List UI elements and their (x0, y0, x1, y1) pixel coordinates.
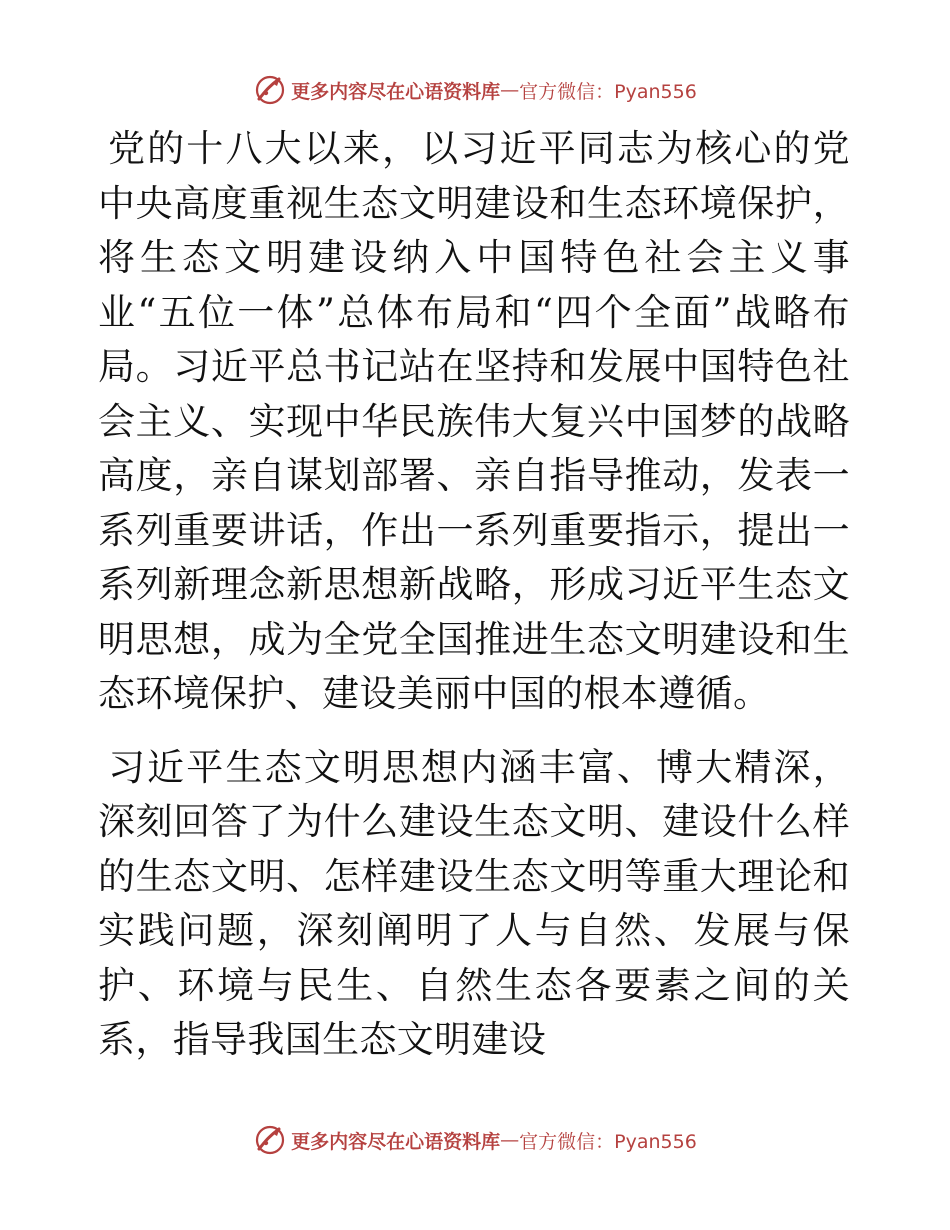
article-body (98, 122, 850, 1068)
header-wechat: 官方微信：Pyan556 (519, 80, 697, 103)
header-watermark (0, 70, 950, 110)
pen-nib-logo-icon (253, 1123, 287, 1157)
footer-wechat: 官方微信：Pyan556 (519, 1130, 697, 1153)
footer-site-name: 更多内容尽在心语资料库 (291, 1130, 501, 1153)
footer-watermark (0, 1120, 950, 1160)
header-separator: — (500, 79, 520, 101)
footer-separator: — (500, 1129, 520, 1151)
header-site-name: 更多内容尽在心语资料库 (291, 80, 501, 103)
paragraph-1: 党的十八大以来，以习近平同志为核心的党中央高度重视生态文明建设和生态环境保护，将生态文明建设纳入中国特色社会主义事业“五位一体”总体布局和“四个全面”战略布局。习近平总书记站在坚持和发展中国特色社会主义、实现中华民族伟大复兴中国梦的战略高度，亲自谋划部署、亲自指导推动，发表一系列重要讲话，作出一系列重要指示，提出一系列新理念新思想新战略，形成习近平生态文明思想，成为全党全国推进生态文明建设和生态环境保护、建设美丽中国的根本遵循。 (98, 127, 850, 715)
pen-nib-logo-icon (253, 73, 287, 107)
paragraph-2: 习近平生态文明思想内涵丰富、博大精深，深刻回答了为什么建设生态文明、建设什么样的生态文明、怎样建设生态文明等重大理论和实践问题，深刻阐明了人与自然、发展与保护、环境与民生、自然生态各要素之间的关系，指导我国生态文明建设 (98, 745, 850, 1061)
